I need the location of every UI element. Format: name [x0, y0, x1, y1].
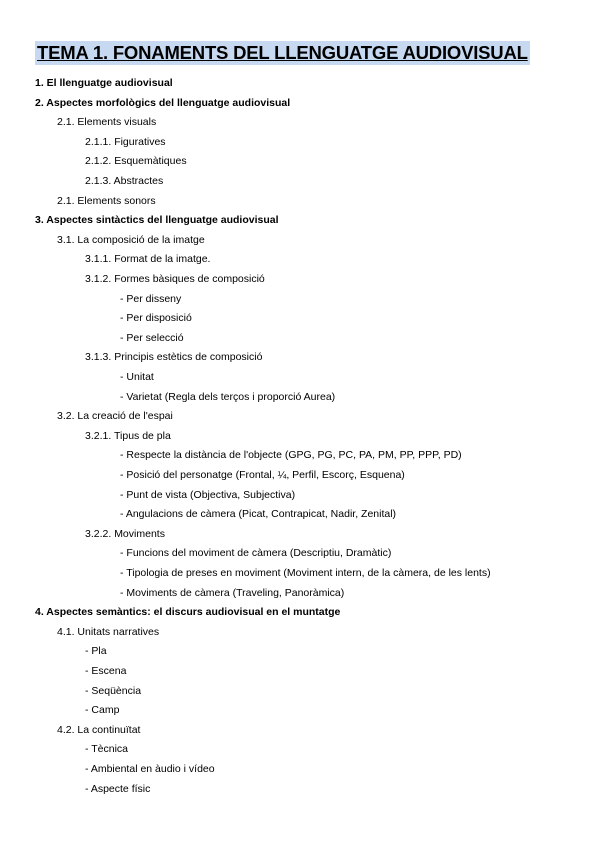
outline-item: 4. Aspectes semàntics: el discurs audiovisual en el muntatge — [35, 606, 341, 619]
outline-item: 3.1.2. Formes bàsiques de composició — [85, 273, 265, 285]
outline-item: - Aspecte físic — [85, 782, 151, 795]
outline-item: - Moviments de càmera (Traveling, Panoràmica) — [120, 586, 345, 599]
outline-item: - Unitat — [120, 371, 154, 383]
outline-item: - Per disposició — [120, 312, 192, 325]
outline-item: - Seqüència — [85, 684, 142, 697]
outline-item: 3.1.3. Principis estètics de composició — [85, 351, 263, 364]
outline-item: - Per selecció — [120, 331, 184, 344]
outline-item: - Pla — [85, 645, 107, 658]
outline-item: 4.2. La continuïtat — [57, 723, 141, 736]
outline-item: - Camp — [85, 704, 120, 717]
outline-item: - Tipologia de preses en moviment (Moviment intern, de la càmera, de les lents) — [120, 567, 491, 579]
outline-item: - Tècnica — [85, 743, 128, 756]
page-title: TEMA 1. FONAMENTS DEL LLENGUATGE AUDIOVISUAL — [37, 42, 528, 63]
outline-item: - Respecte la distància de l'objecte (GPG, PG, PC, PA, PM, PP, PPP, PD) — [120, 449, 462, 462]
outline-item: - Per disseny — [120, 292, 182, 305]
outline-item: - Angulacions de càmera (Picat, Contrapicat, Nadir, Zenital) — [120, 508, 397, 521]
outline-item: - Posició del personatge (Frontal, ¼, Perfil, Escorç, Esquena) — [120, 469, 405, 481]
outline-item: - Escena — [85, 665, 127, 677]
outline-item: 3.2.2. Moviments — [85, 527, 165, 540]
outline-item: 3. Aspectes sintàctics del llenguatge audiovisual — [35, 214, 279, 227]
outline-item: 3.2.1. Tipus de pla — [85, 429, 171, 442]
outline-item: 1. El llenguatge audiovisual — [35, 77, 173, 89]
outline-item: 2.1.2. Esquemàtiques — [85, 155, 187, 168]
outline-item: - Funcions del moviment de càmera (Descriptiu, Dramàtic) — [120, 547, 392, 560]
outline-item: 3.1.1. Format de la imatge. — [85, 253, 211, 266]
outline-item: 2.1.1. Figuratives — [85, 135, 166, 148]
outline-item: 2.1. Elements visuals — [57, 116, 157, 129]
outline-item: 2. Aspectes morfològics del llenguatge audiovisual — [35, 96, 291, 109]
outline-item: 3.1. La composició de la imatge — [57, 233, 205, 246]
outline-item: - Punt de vista (Objectiva, Subjectiva) — [120, 488, 296, 501]
outline-item: - Varietat (Regla dels terços i proporció Aurea) — [120, 390, 336, 403]
outline-item: - Ambiental en àudio i vídeo — [85, 763, 215, 775]
outline-item: 2.1. Elements sonors — [57, 194, 156, 207]
outline-item: 2.1.3. Abstractes — [85, 175, 164, 187]
outline-item: 4.1. Unitats narratives — [57, 625, 160, 638]
outline-item: 3.2. La creació de l'espai — [57, 410, 173, 423]
